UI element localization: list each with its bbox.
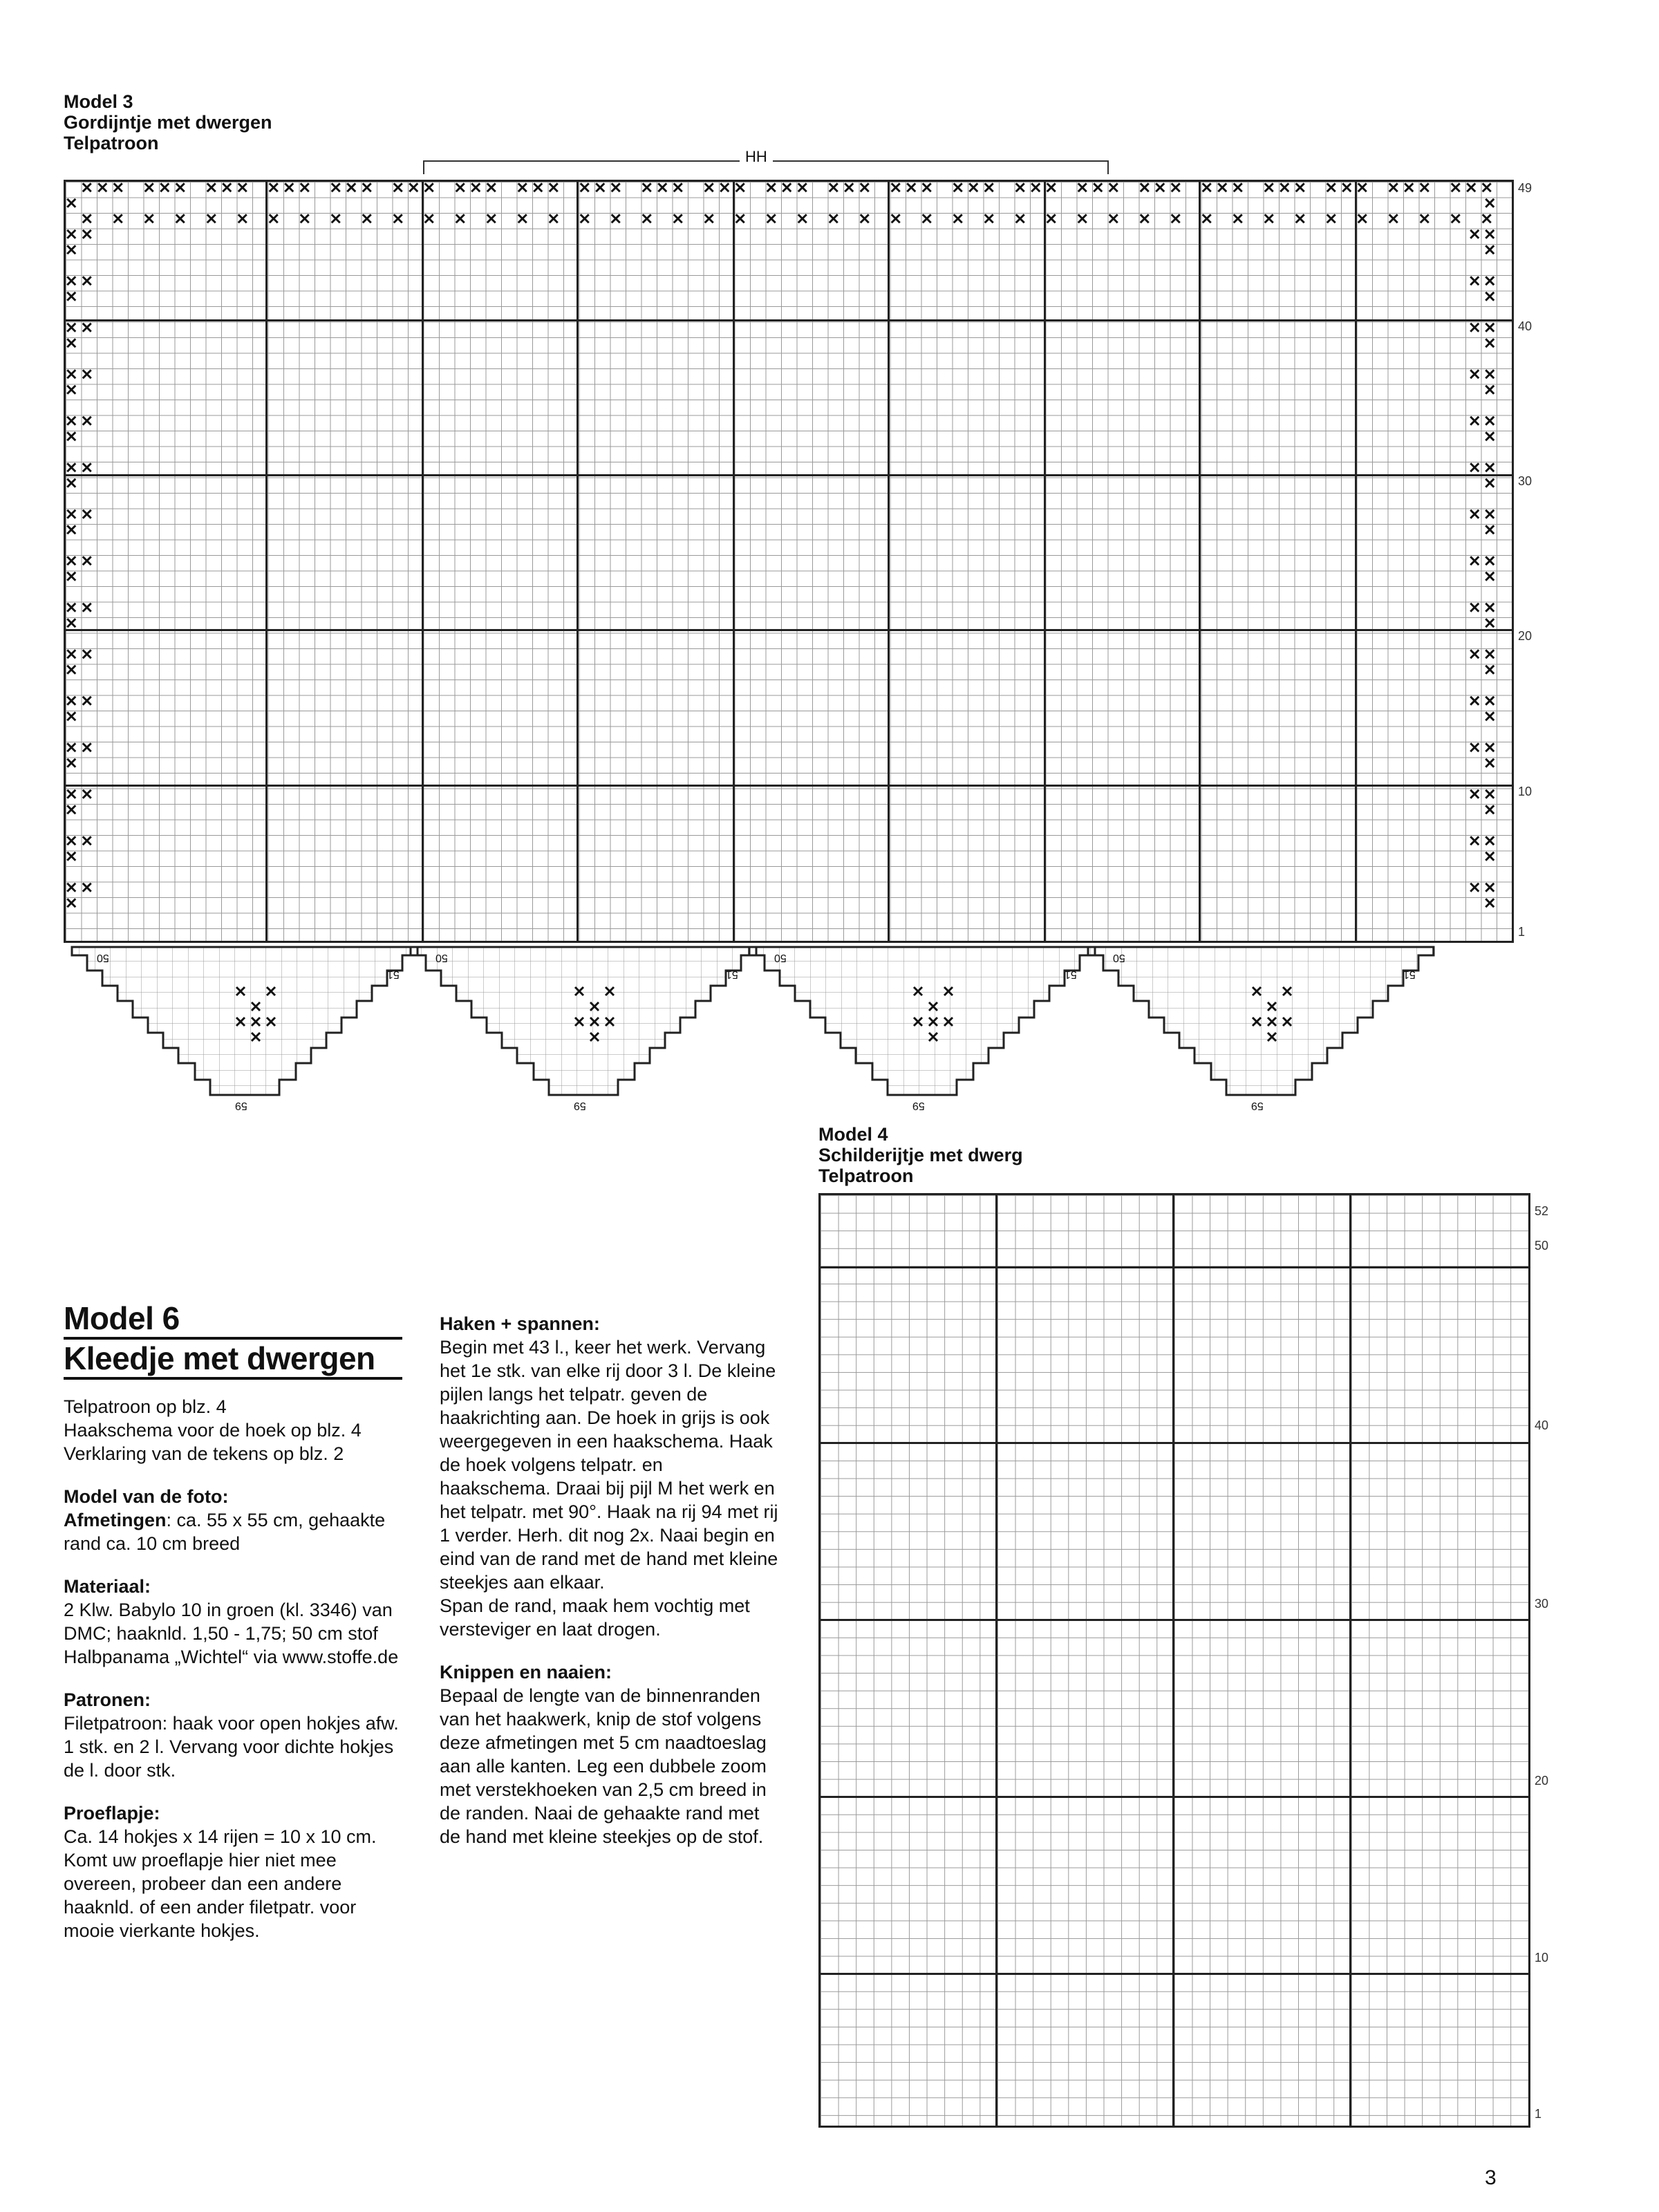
cross-mark: [1485, 603, 1494, 612]
model3-subtitle: Telpatroon: [64, 133, 159, 153]
cross-mark: [969, 183, 977, 191]
row-label: 30: [1518, 474, 1533, 488]
cross-mark: [1470, 603, 1479, 612]
cross-mark: [923, 183, 931, 191]
cross-mark: [425, 183, 433, 191]
materiaal-heading: Materiaal:: [64, 1576, 151, 1597]
cross-mark: [83, 510, 91, 518]
cross-mark: [1485, 650, 1494, 658]
row-label: 49: [1518, 181, 1533, 195]
cross-mark: [1470, 556, 1479, 565]
cross-mark: [798, 183, 807, 191]
cross-mark: [1485, 790, 1494, 798]
row-label: 10: [1518, 785, 1533, 798]
cross-mark: [347, 183, 355, 191]
cross-mark: [1218, 183, 1226, 191]
cross-mark: [1358, 183, 1367, 191]
model3-title: Gordijntje met dwergen: [64, 112, 272, 133]
patronen-heading: Patronen:: [64, 1689, 151, 1710]
model6-column-right: [440, 1312, 778, 1848]
cross-mark: [1485, 852, 1494, 861]
cross-mark: [456, 183, 465, 191]
bottom-label: 59: [912, 1100, 925, 1112]
cross-mark: [518, 183, 527, 191]
cross-mark: [67, 759, 75, 767]
model3-scallop-edge: [64, 946, 1508, 1112]
cross-mark: [67, 697, 75, 705]
cross-mark: [83, 230, 91, 238]
cross-mark: [83, 556, 91, 565]
hh-label: HH: [740, 148, 773, 166]
cross-mark: [1485, 525, 1494, 534]
cross-mark: [1485, 230, 1494, 238]
patronen-text: Filetpatroon: haak voor open hokjes afw. 1 stk. en 2 l. Vervang voor dichte hokjes de l. door stk.: [64, 1713, 399, 1781]
cross-mark: [67, 650, 75, 658]
grid-major-line: [818, 1266, 1530, 1268]
afmetingen-label: Afmetingen: [64, 1510, 167, 1530]
row-label: 1: [1535, 2107, 1542, 2121]
cross-mark: [1470, 463, 1479, 471]
edge-label: 50: [1113, 952, 1125, 964]
cross-mark: [1156, 183, 1164, 191]
cross-mark: [67, 666, 75, 674]
cross-mark: [1016, 183, 1024, 191]
cross-mark: [1485, 432, 1494, 440]
proef-heading: Proeflapje:: [64, 1803, 160, 1824]
cross-mark: [332, 214, 340, 223]
row-label: 30: [1535, 1597, 1549, 1611]
cross-mark: [1405, 183, 1413, 191]
cross-mark: [674, 214, 682, 223]
cross-mark: [394, 183, 402, 191]
cross-mark: [736, 214, 744, 223]
cross-mark: [985, 183, 993, 191]
cross-mark: [581, 214, 589, 223]
cross-mark: [1470, 417, 1479, 425]
cross-mark: [1452, 183, 1460, 191]
cross-mark: [892, 183, 900, 191]
cross-mark: [1485, 417, 1494, 425]
cross-mark: [1203, 214, 1211, 223]
cross-mark: [1094, 183, 1102, 191]
grid-major-line: [818, 1619, 1530, 1621]
row-label: 20: [1518, 629, 1533, 643]
cross-mark: [363, 183, 371, 191]
cross-mark: [456, 214, 465, 223]
cross-mark: [550, 183, 558, 191]
cross-mark: [67, 852, 75, 861]
cross-mark: [1470, 790, 1479, 798]
cross-mark: [83, 463, 91, 471]
cross-mark: [238, 183, 247, 191]
cross-mark: [67, 603, 75, 612]
cross-mark: [114, 183, 122, 191]
edge-label: 50: [435, 952, 448, 964]
cross-mark: [67, 230, 75, 238]
cross-mark: [67, 790, 75, 798]
cross-mark: [1470, 510, 1479, 518]
cross-mark: [83, 603, 91, 612]
row-label: 50: [1535, 1239, 1549, 1253]
cross-mark: [1421, 214, 1429, 223]
grid-major-line: [1349, 1193, 1351, 2128]
row-label: 1: [1518, 925, 1526, 939]
cross-mark: [1280, 183, 1288, 191]
cross-mark: [1234, 183, 1242, 191]
cross-mark: [67, 463, 75, 471]
cross-mark: [612, 214, 620, 223]
cross-mark: [67, 883, 75, 892]
grid-major-line: [1172, 1193, 1174, 2128]
row-label: 10: [1535, 1951, 1549, 1965]
cross-mark: [83, 697, 91, 705]
cross-mark: [1485, 370, 1494, 378]
cross-mark: [67, 899, 75, 907]
cross-mark: [1485, 697, 1494, 705]
cross-mark: [1485, 386, 1494, 394]
model4-title: Schilderijtje met dwerg: [818, 1145, 1023, 1165]
cross-mark: [83, 790, 91, 798]
cross-mark: [83, 883, 91, 892]
cross-mark: [67, 324, 75, 332]
cross-mark: [1047, 214, 1056, 223]
knippen-text: Bepaal de lengte van de binnenranden van het haakwerk, knip de stof volgens deze afmetingen met 5 cm naadtoeslag aan alle kanten. Leg een dubbele zoom met verstekhoeken van 2,5 cm breed in de randen. Naai de gehaakte rand met de hand met kleine steekjes op de stof.: [440, 1685, 767, 1847]
model3-label: Model 3: [64, 91, 133, 112]
cross-mark: [67, 525, 75, 534]
cross-mark: [67, 199, 75, 207]
model4-subtitle: Telpatroon: [818, 1165, 914, 1186]
cross-mark: [596, 183, 604, 191]
cross-mark: [270, 183, 278, 191]
cross-mark: [223, 183, 231, 191]
cross-mark: [301, 214, 309, 223]
cross-mark: [1172, 183, 1180, 191]
edge-label: 51: [726, 968, 738, 980]
cross-mark: [954, 183, 962, 191]
cross-mark: [1234, 214, 1242, 223]
cross-mark: [83, 743, 91, 751]
grid-major-line: [995, 1193, 997, 2128]
cross-mark: [67, 245, 75, 254]
cross-mark: [409, 183, 418, 191]
cross-mark: [1485, 899, 1494, 907]
model6-column-left: [64, 1395, 402, 1942]
cross-mark: [674, 183, 682, 191]
cross-mark: [1109, 183, 1118, 191]
cross-mark: [1031, 183, 1040, 191]
cross-mark: [1483, 214, 1491, 223]
bottom-label: 59: [235, 1100, 247, 1112]
cross-mark: [798, 214, 807, 223]
model3-cross-pattern: [64, 180, 1514, 943]
grid-major-line: [818, 1796, 1530, 1798]
cross-mark: [67, 386, 75, 394]
cross-mark: [1485, 292, 1494, 301]
cross-mark: [736, 183, 744, 191]
cross-mark: [83, 324, 91, 332]
cross-mark: [1078, 214, 1087, 223]
cross-mark: [705, 183, 713, 191]
haken-text: Begin met 43 l., keer het werk. Vervang het 1e stk. van elke rij door 3 l. De kleine pijlen langs het telpatr. geven de haakrichting aan. De hoek in grijs is ook weergegeven in een haakschema. Haak de hoek volgens telpatr. en haakschema. Draai bij pijl M het werk en het telpatr. met 90°. Haak na rij 94 met rij 1 verder. Herh. dit nog 2x. Naai begin en eind van de rand met de hand met kleine steekjes aan elkaar.: [440, 1337, 778, 1593]
cross-mark: [1485, 199, 1494, 207]
cross-mark: [1172, 214, 1180, 223]
cross-mark: [1342, 183, 1351, 191]
cross-mark: [207, 214, 216, 223]
cross-mark: [98, 183, 106, 191]
edge-label: 51: [1065, 968, 1077, 980]
cross-mark: [332, 183, 340, 191]
cross-mark: [1485, 759, 1494, 767]
model6-heading: [64, 1300, 402, 1380]
cross-mark: [923, 214, 931, 223]
cross-mark: [1470, 697, 1479, 705]
cross-mark: [83, 370, 91, 378]
cross-mark: [301, 183, 309, 191]
cross-mark: [1265, 214, 1273, 223]
cross-mark: [1470, 370, 1479, 378]
cross-mark: [67, 370, 75, 378]
row-label: 52: [1535, 1204, 1549, 1218]
cross-mark: [830, 183, 838, 191]
materiaal-text: 2 Klw. Babylo 10 in groen (kl. 3346) van DMC; haaknld. 1,50 - 1,75; 50 cm stof Halbpanama „Wichtel“ via www.stoffe.de: [64, 1600, 399, 1667]
cross-mark: [1470, 650, 1479, 658]
cross-mark: [1109, 214, 1118, 223]
cross-mark: [907, 183, 915, 191]
cross-mark: [1485, 324, 1494, 332]
cross-mark: [1327, 183, 1335, 191]
cross-mark: [1016, 214, 1024, 223]
cross-mark: [1141, 183, 1149, 191]
cross-mark: [83, 183, 91, 191]
foto-heading: Model van de foto:: [64, 1486, 229, 1507]
cross-mark: [83, 836, 91, 845]
cross-mark: [176, 183, 185, 191]
cross-mark: [658, 183, 666, 191]
cross-mark: [1485, 883, 1494, 892]
cross-mark: [67, 556, 75, 565]
cross-mark: [518, 214, 527, 223]
haken-text2: Span de rand, maak hem vochtig met versteviger en laat drogen.: [440, 1595, 750, 1640]
cross-mark: [985, 214, 993, 223]
cross-mark: [1327, 214, 1335, 223]
cross-mark: [1470, 743, 1479, 751]
edge-label: 51: [387, 968, 400, 980]
cross-mark: [830, 214, 838, 223]
edge-label: 50: [774, 952, 787, 964]
model4-chart-grid: [818, 1193, 1530, 2128]
cross-mark: [67, 743, 75, 751]
cross-mark: [1485, 712, 1494, 720]
cross-mark: [643, 214, 651, 223]
cross-mark: [471, 183, 480, 191]
cross-mark: [238, 214, 247, 223]
cross-mark: [1485, 510, 1494, 518]
cross-mark: [1452, 214, 1460, 223]
cross-mark: [83, 276, 91, 285]
cross-mark: [487, 214, 496, 223]
cross-mark: [1485, 479, 1494, 487]
bottom-label: 59: [574, 1100, 586, 1112]
edge-label: 51: [1403, 968, 1416, 980]
row-label: 20: [1535, 1774, 1549, 1788]
cross-mark: [67, 805, 75, 814]
cross-mark: [612, 183, 620, 191]
cross-mark: [394, 214, 402, 223]
grid-major-line: [818, 1442, 1530, 1444]
cross-mark: [160, 183, 169, 191]
cross-mark: [1485, 805, 1494, 814]
cross-mark: [1470, 883, 1479, 892]
intro-line: Telpatroon op blz. 4: [64, 1396, 227, 1417]
cross-mark: [1470, 230, 1479, 238]
cross-mark: [1203, 183, 1211, 191]
cross-mark: [83, 417, 91, 425]
cross-mark: [67, 432, 75, 440]
cross-mark: [1485, 463, 1494, 471]
cross-mark: [861, 214, 869, 223]
knippen-heading: Knippen en naaien:: [440, 1662, 612, 1683]
model6-title-line2: Kleedje met dwergen: [64, 1340, 375, 1376]
cross-mark: [1485, 619, 1494, 627]
divider: [64, 1377, 402, 1380]
cross-mark: [83, 650, 91, 658]
cross-mark: [67, 712, 75, 720]
cross-mark: [67, 276, 75, 285]
cross-mark: [83, 214, 91, 223]
cross-mark: [1485, 245, 1494, 254]
cross-mark: [1389, 183, 1398, 191]
cross-mark: [767, 183, 776, 191]
cross-mark: [1296, 214, 1304, 223]
cross-mark: [176, 214, 185, 223]
cross-mark: [1467, 183, 1475, 191]
proef-text: Ca. 14 hokjes x 14 rijen = 10 x 10 cm. Komt uw proeflapje hier niet mee overeen, probeer dan een andere haaknld. of een ander filetpatr. voor mooie vierkante hokjes.: [64, 1826, 377, 1941]
cross-mark: [1485, 556, 1494, 565]
cross-mark: [954, 214, 962, 223]
cross-mark: [67, 479, 75, 487]
cross-mark: [767, 214, 776, 223]
cross-mark: [114, 214, 122, 223]
cross-mark: [705, 214, 713, 223]
cross-mark: [861, 183, 869, 191]
cross-mark: [1485, 666, 1494, 674]
cross-mark: [67, 572, 75, 581]
cross-mark: [145, 183, 153, 191]
cross-mark: [67, 292, 75, 301]
row-label: 40: [1535, 1418, 1549, 1432]
cross-mark: [67, 619, 75, 627]
afmetingen-text: Afmetingen: ca. 55 x 55 cm, gehaakte rand ca. 10 cm breed: [64, 1510, 386, 1554]
row-label: 40: [1518, 319, 1533, 333]
cross-mark: [550, 214, 558, 223]
cross-mark: [720, 183, 729, 191]
cross-mark: [1485, 572, 1494, 581]
cross-mark: [643, 183, 651, 191]
cross-mark: [67, 836, 75, 845]
cross-mark: [1421, 183, 1429, 191]
cross-mark: [363, 214, 371, 223]
intro-line: Haakschema voor de hoek op blz. 4: [64, 1420, 362, 1441]
cross-mark: [1358, 214, 1367, 223]
cross-mark: [1485, 836, 1494, 845]
cross-mark: [1470, 324, 1479, 332]
cross-mark: [67, 417, 75, 425]
cross-mark: [534, 183, 542, 191]
cross-mark: [145, 214, 153, 223]
cross-mark: [1483, 183, 1491, 191]
cross-mark: [1265, 183, 1273, 191]
haken-heading: Haken + spannen:: [440, 1313, 600, 1334]
cross-mark: [1485, 743, 1494, 751]
cross-mark: [1485, 276, 1494, 285]
cross-mark: [1470, 836, 1479, 845]
bottom-label: 59: [1251, 1100, 1264, 1112]
edge-label: 50: [97, 952, 109, 964]
cross-mark: [67, 339, 75, 347]
cross-mark: [425, 214, 433, 223]
cross-mark: [845, 183, 853, 191]
cross-mark: [285, 183, 293, 191]
cross-mark: [581, 183, 589, 191]
cross-mark: [207, 183, 216, 191]
model4-label: Model 4: [818, 1124, 888, 1145]
intro-line: Verklaring van de tekens op blz. 2: [64, 1443, 344, 1464]
cross-mark: [1485, 339, 1494, 347]
cross-mark: [1389, 214, 1398, 223]
cross-mark: [1047, 183, 1056, 191]
cross-mark: [1141, 214, 1149, 223]
page-number: 3: [1485, 2166, 1497, 2189]
cross-mark: [1470, 276, 1479, 285]
cross-mark: [892, 214, 900, 223]
model6-title-line1: Model 6: [64, 1300, 180, 1336]
cross-mark: [782, 183, 791, 191]
cross-mark: [1296, 183, 1304, 191]
cross-mark: [1078, 183, 1087, 191]
cross-mark: [487, 183, 496, 191]
cross-mark: [270, 214, 278, 223]
grid-major-line: [818, 1973, 1530, 1975]
cross-mark: [67, 510, 75, 518]
